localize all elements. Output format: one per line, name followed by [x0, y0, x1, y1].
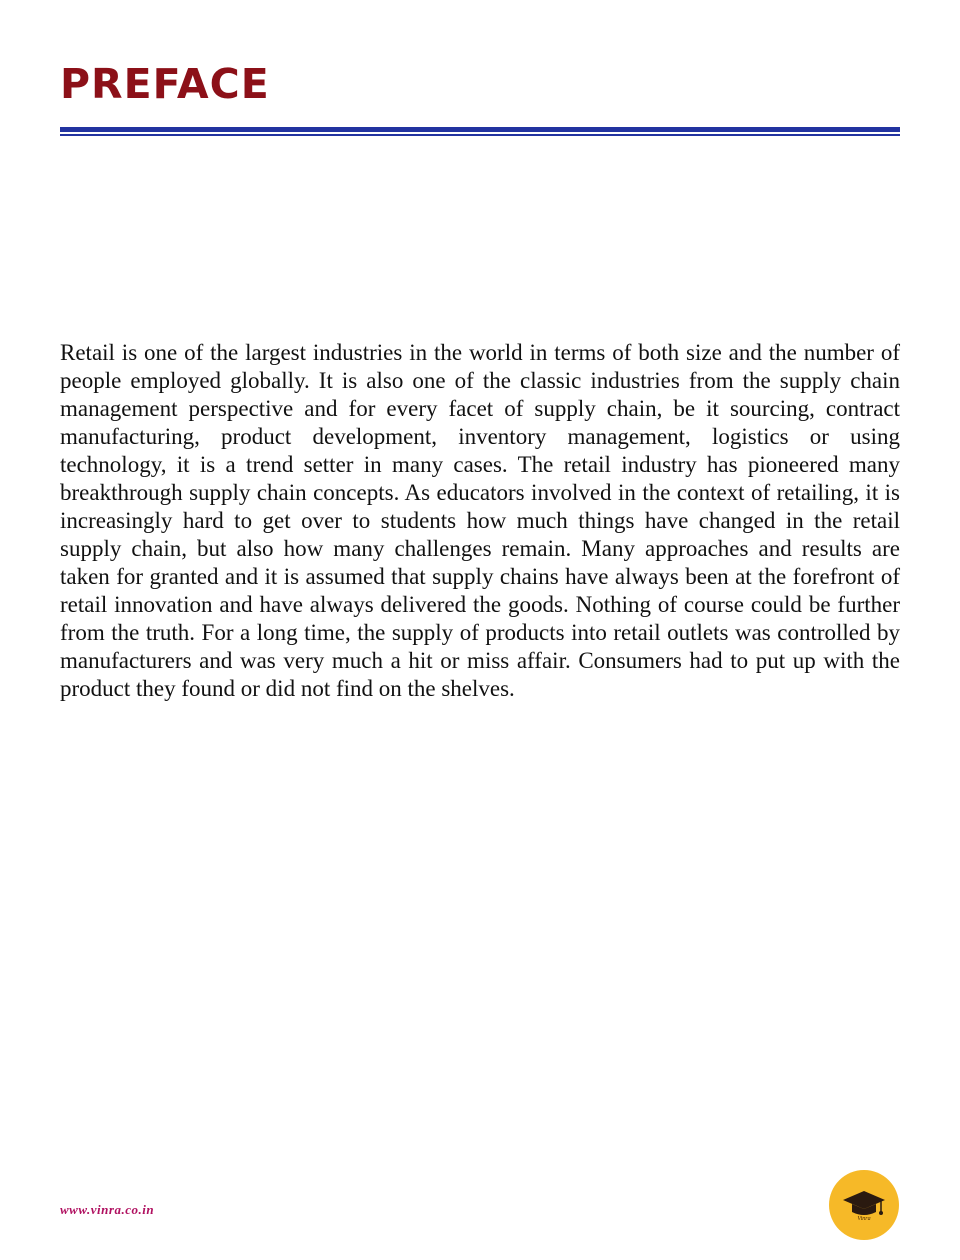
logo-text: Vinra — [857, 1216, 871, 1222]
title-divider-thin — [60, 134, 900, 136]
graduation-cap-icon — [829, 1170, 899, 1240]
page-title: PREFACE — [60, 60, 270, 108]
footer-logo — [829, 1170, 899, 1240]
footer-website-link[interactable]: www.vinra.co.in — [60, 1202, 155, 1217]
title-divider — [60, 127, 900, 137]
title-divider-thick — [60, 127, 900, 132]
preface-paragraph: Retail is one of the largest industries in the world in terms of both size and the number of people employed globally. It is also one of the classic industries from the supply chain management perspective and for every facet of supply chain, be it sourcing, contract manufacturing, product development, inventory management, logistics or using technology, it is a trend setter in many cases. The retail industry has pioneered many breakthrough supply chain concepts. As educators involved in the context of retailing, it is increasingly hard to get over to students how much things have changed in the retail supply chain, but also how many challenges remain. Many approaches and results are taken for granted and it is assumed that supply chains have always been at the forefront of retail innovation and have always delivered the goods. Nothing of course could be further from the truth. For a long time, the supply of products into retail outlets was controlled by manufacturers and was very much a hit or miss affair. Consumers had to put up with the product they found or did not find on the shelves. — [60, 340, 900, 701]
